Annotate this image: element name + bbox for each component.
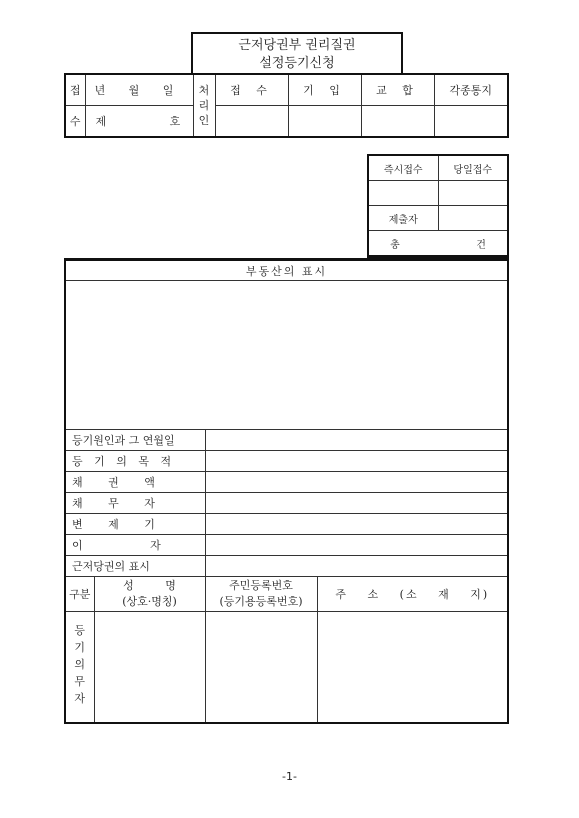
row-due-value[interactable] — [205, 514, 508, 535]
debtor-char: 의 — [74, 658, 86, 671]
debtor-id-cell[interactable] — [205, 612, 317, 724]
col-gubun: 구분 — [65, 577, 94, 612]
receipt-cell-gyohap[interactable] — [361, 106, 434, 138]
page-number: -1- — [282, 770, 297, 783]
side-cell-same-day[interactable] — [438, 181, 508, 206]
receipt-col-notice: 각종통지 — [434, 74, 508, 106]
col-id-line1: 주민등록번호 — [229, 579, 293, 592]
cheori-char: 리 — [198, 99, 210, 112]
row-interest-value[interactable] — [205, 535, 508, 556]
row-due-label: 변 제 기 — [65, 514, 205, 535]
col-name-header — [94, 577, 205, 612]
col-id-header — [205, 577, 317, 612]
col-addr-header: 주 소 (소 재 지) — [317, 577, 508, 612]
row-purpose-value[interactable] — [205, 451, 508, 472]
col-name-line1: 성 명 — [123, 579, 176, 592]
receipt-su: 수 — [65, 106, 85, 138]
row-mortgage-label: 근저당권의 표시 — [65, 556, 205, 577]
cheori-char: 인 — [198, 114, 210, 127]
cheori-char: 처 — [198, 84, 210, 97]
debtor-char: 기 — [74, 641, 86, 654]
receipt-col-giip: 기 입 — [288, 74, 361, 106]
row-debtor-value[interactable] — [205, 493, 508, 514]
debtor-addr-cell[interactable] — [317, 612, 508, 724]
receipt-cell-jeopsu[interactable] — [215, 106, 288, 138]
form-title — [191, 32, 403, 74]
property-header: 부동산의 표시 — [65, 260, 508, 281]
receipt-col-gyohap: 교 합 — [361, 74, 434, 106]
submission-table — [367, 154, 509, 259]
property-content[interactable] — [65, 281, 508, 430]
row-purpose-label: 등 기 의 목 적 — [65, 451, 205, 472]
side-same-day: 당일접수 — [438, 155, 508, 181]
receipt-number-label: 제 호 — [85, 106, 193, 138]
debtor-char: 등 — [74, 624, 86, 637]
receipt-cheori — [193, 74, 215, 137]
receipt-jeop: 접 — [65, 74, 85, 106]
side-cell-submitter[interactable] — [438, 206, 508, 231]
col-name-line2: (상호·명칭) — [122, 595, 177, 608]
side-total — [368, 231, 508, 258]
row-cause-value[interactable] — [205, 430, 508, 451]
form-title-line1: 근저당권부 권리질권 — [238, 38, 356, 53]
row-cause-label: 등기원인과 그 연월일 — [65, 430, 205, 451]
form-title-line2: 설정등기신청 — [259, 56, 335, 71]
side-total-right: 건 — [476, 239, 486, 251]
debtor-char: 자 — [74, 692, 86, 705]
row-mortgage-value[interactable] — [205, 556, 508, 577]
receipt-col-jeopsu: 접 수 — [215, 74, 288, 106]
main-table — [64, 258, 509, 724]
receipt-table — [64, 73, 509, 138]
row-interest-label: 이 자 — [65, 535, 205, 556]
row-amount-label: 채 권 액 — [65, 472, 205, 493]
side-immediate: 즉시접수 — [368, 155, 438, 181]
row-amount-value[interactable] — [205, 472, 508, 493]
receipt-cell-giip[interactable] — [288, 106, 361, 138]
col-id-line2: (등기용등록번호) — [219, 595, 303, 608]
side-submitter: 제출자 — [368, 206, 438, 231]
debtor-vertical-label — [65, 612, 94, 724]
side-total-left: 총 — [390, 239, 400, 251]
side-cell-immediate[interactable] — [368, 181, 438, 206]
row-debtor-label: 채 무 자 — [65, 493, 205, 514]
receipt-date-label: 년 월 일 — [85, 74, 193, 106]
receipt-cell-notice[interactable] — [434, 106, 508, 138]
debtor-name-cell[interactable] — [94, 612, 205, 724]
debtor-char: 무 — [74, 675, 86, 688]
